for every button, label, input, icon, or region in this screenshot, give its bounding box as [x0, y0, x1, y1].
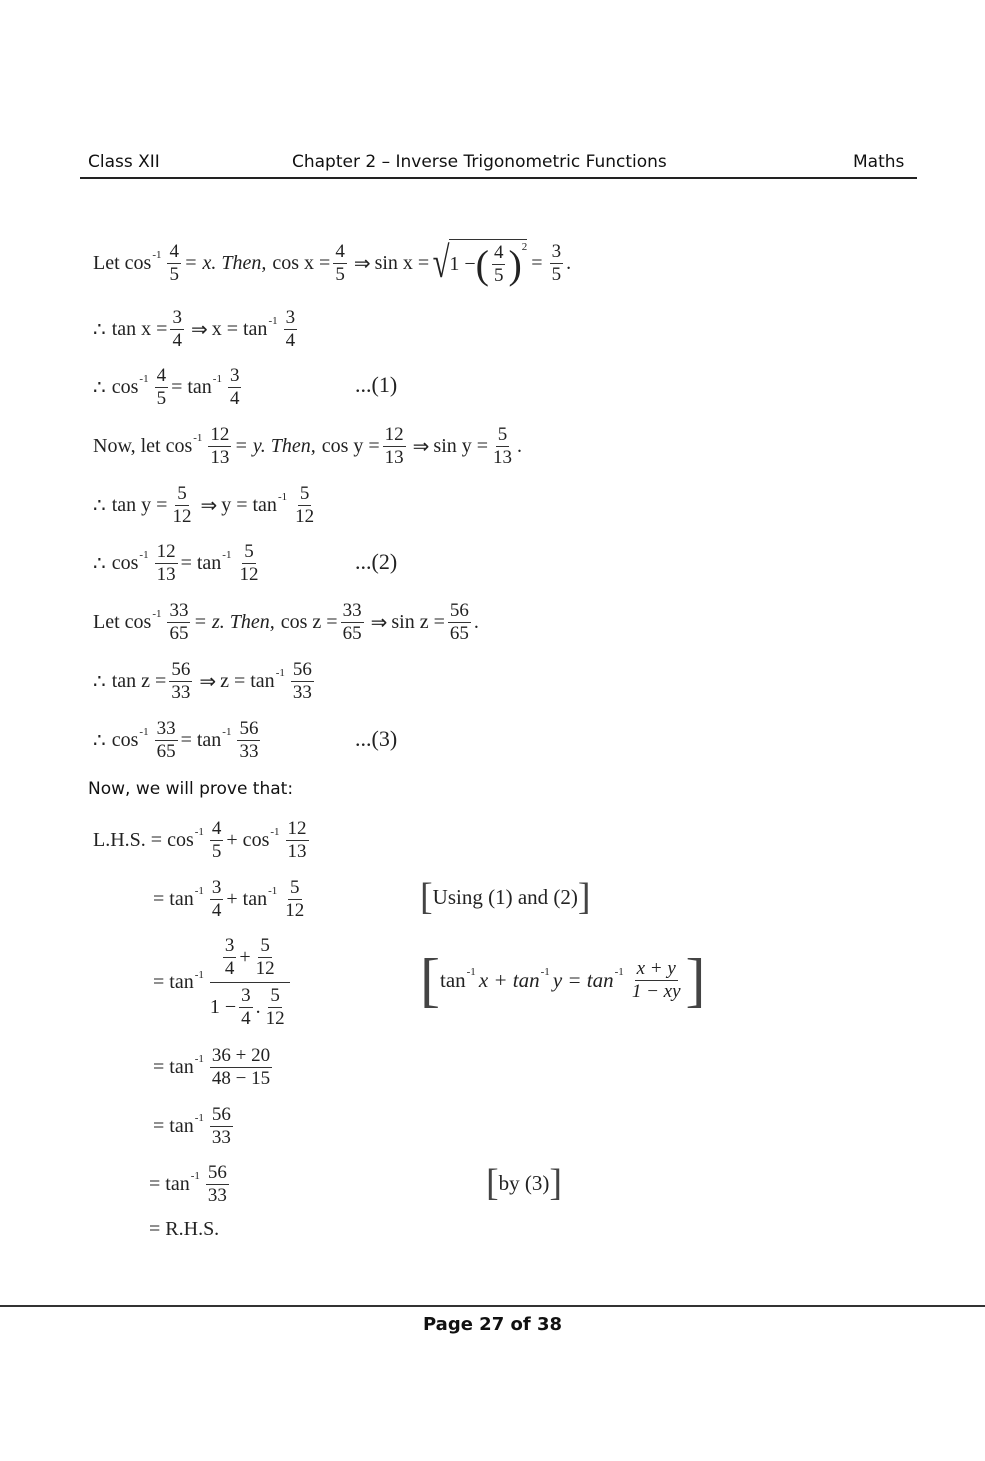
justification-note-2: [ tan $^{-1}$ x + tan $^{-1}$ y = tan $^{-1}$ $\frac{x + y}{1 - xy}$ ]	[420, 947, 706, 1013]
equation-tag-3: ...(3)	[355, 726, 398, 751]
math-line-2: ∴ tan x = $\frac{3}{4}$ ⇒ x = tan $^{-1}$ $\frac{3}{4}$	[93, 306, 296, 351]
therefore-symbol: ∴	[93, 318, 106, 341]
text: = x. Then,	[183, 251, 267, 274]
fraction: $\frac{33}{65}$	[156, 717, 176, 762]
fraction: $\frac{3}{4}$	[229, 364, 240, 409]
left-bracket: [	[420, 876, 433, 918]
fraction: $\frac{56}{65}$	[449, 599, 469, 644]
fraction: $\frac{3}{4}$	[172, 306, 182, 351]
math-line-6: ∴ cos $^{-1}$ $\frac{12}{13}$ = tan $^{-1}$ $\frac{5}{12}$	[93, 540, 259, 585]
math-line-9: ∴ cos $^{-1}$ $\frac{33}{65}$ = tan $^{-1}$ $\frac{56}{33}$	[93, 717, 259, 762]
implies-symbol: ⇒	[200, 494, 218, 517]
fraction: $\frac{3}{4}$	[285, 306, 296, 351]
therefore-symbol: ∴	[93, 670, 106, 693]
fraction: $\frac{5}{13}$	[493, 423, 513, 468]
square-root: √ 1 − ( $\frac{4}{5}$ ) $^2$	[432, 238, 528, 287]
fraction: $\frac{x + y}{1 - xy}$	[631, 957, 681, 1002]
fraction: $\frac{3}{5}$	[551, 240, 562, 285]
fraction: $\frac{4}{5}$	[335, 240, 345, 285]
justification-note-3: [ by (3) ]	[486, 1162, 563, 1204]
implies-symbol: ⇒	[199, 670, 217, 693]
math-line-1: Let cos $^{-1}$ $\frac{4}{5}$ = x. Then, cos x = $\frac{4}{5}$ ⇒ sin x = √ 1 − ( $\frac{4}{5}$ ) $^2$ = $\frac{3}{5}$ .	[93, 238, 572, 287]
text: sin x =	[374, 251, 430, 274]
math-line-5: ∴ tan y = $\frac{5}{12}$ ⇒ y = tan $^{-1}$ $\frac{5}{12}$	[93, 482, 315, 527]
proof-line-6: = tan $^{-1}$ $\frac{56}{33}$	[149, 1161, 227, 1206]
proof-line-4: = tan $^{-1}$ $\frac{36 + 20}{48 - 15}$	[153, 1044, 271, 1089]
compound-fraction: $\frac{3}{4}$ + $\frac{5}{12}$ 1 − $\frac{3}{4}$ . $\frac{5}{12}$	[210, 935, 290, 1029]
fraction: $\frac{5}{12}$	[239, 540, 259, 585]
justification-note-1: [ Using (1) and (2) ]	[420, 876, 591, 918]
fraction: $\frac{12}{13}$	[156, 540, 176, 585]
header-subject: Maths	[853, 152, 905, 172]
text: cos x =	[272, 251, 331, 274]
right-bracket: ]	[685, 947, 706, 1013]
header-chapter: Chapter 2 – Inverse Trigonometric Functions	[292, 152, 667, 172]
fraction: $\frac{4}{5}$	[156, 364, 167, 409]
right-bracket: ]	[549, 1162, 563, 1204]
implies-symbol: ⇒	[370, 611, 388, 634]
therefore-symbol: ∴	[93, 494, 106, 517]
fraction: $\frac{5}{12}$	[172, 482, 192, 527]
fraction: $\frac{56}{33}$	[171, 658, 191, 703]
header-divider	[80, 177, 917, 179]
fraction: $\frac{56}{33}$	[239, 717, 259, 762]
fraction: $\frac{36 + 20}{48 - 15}$	[211, 1044, 271, 1089]
therefore-symbol: ∴	[93, 729, 106, 752]
page-number: Page 27 of 38	[422, 1314, 563, 1335]
fraction: $\frac{3}{4}$	[211, 876, 222, 921]
proof-line-5: = tan $^{-1}$ $\frac{56}{33}$	[153, 1103, 231, 1148]
fraction: $\frac{4}{5}$	[493, 242, 504, 286]
left-bracket: [	[486, 1162, 499, 1204]
fraction: $\frac{33}{65}$	[342, 599, 362, 644]
superscript: -1	[152, 249, 162, 261]
fraction: $\frac{12}{13}$	[287, 817, 307, 862]
prove-statement: Now, we will prove that:	[88, 779, 294, 799]
proof-line-3: = tan $^{-1}$ $\frac{3}{4}$ + $\frac{5}{12}$ 1 − $\frac{3}{4}$ . $\frac{5}{12}$	[153, 930, 293, 1035]
implies-symbol: ⇒	[353, 252, 371, 275]
header-class: Class XII	[88, 152, 160, 172]
fraction: $\frac{12}{13}$	[384, 423, 404, 468]
right-bracket: ]	[577, 876, 591, 918]
proof-line-2: = tan $^{-1}$ $\frac{3}{4}$ + tan $^{-1}$ $\frac{5}{12}$	[153, 876, 305, 921]
therefore-symbol: ∴	[93, 552, 106, 575]
equation-tag-1: ...(1)	[355, 372, 398, 397]
text: Let cos	[93, 251, 152, 274]
fraction: $\frac{33}{65}$	[169, 599, 189, 644]
fraction: $\frac{56}{33}$	[207, 1161, 227, 1206]
math-line-4: Now, let cos $^{-1}$ $\frac{12}{13}$ = y. Then, cos y = $\frac{12}{13}$ ⇒ sin y = $\frac{5}{13}$ .	[93, 423, 523, 468]
implies-symbol: ⇒	[190, 318, 208, 341]
equation-tag-2: ...(2)	[355, 549, 398, 574]
implies-symbol: ⇒	[412, 435, 430, 458]
fraction: $\frac{56}{33}$	[211, 1103, 231, 1148]
therefore-symbol: ∴	[93, 376, 106, 399]
fraction: $\frac{4}{5}$	[211, 817, 222, 862]
fraction: $\frac{12}{13}$	[210, 423, 230, 468]
proof-line-lhs: L.H.S. = cos $^{-1}$ $\frac{4}{5}$ + cos $^{-1}$ $\frac{12}{13}$	[93, 817, 307, 862]
math-line-3: ∴ cos $^{-1}$ $\frac{4}{5}$ = tan $^{-1}$ $\frac{3}{4}$	[93, 364, 240, 409]
fraction: $\frac{56}{33}$	[292, 658, 312, 703]
proof-line-rhs: = R.H.S.	[149, 1217, 220, 1240]
left-bracket: [	[420, 947, 440, 1013]
math-line-7: Let cos $^{-1}$ $\frac{33}{65}$ = z. Then, cos z = $\frac{33}{65}$ ⇒ sin z = $\frac{56}{65}$ .	[93, 599, 479, 644]
fraction: $\frac{5}{12}$	[295, 482, 315, 527]
math-line-8: ∴ tan z = $\frac{56}{33}$ ⇒ z = tan $^{-1}$ $\frac{56}{33}$	[93, 658, 312, 703]
footer-divider	[0, 1305, 985, 1307]
fraction: $\frac{5}{12}$	[285, 876, 305, 921]
fraction: $\frac{4}{5}$	[169, 240, 179, 285]
